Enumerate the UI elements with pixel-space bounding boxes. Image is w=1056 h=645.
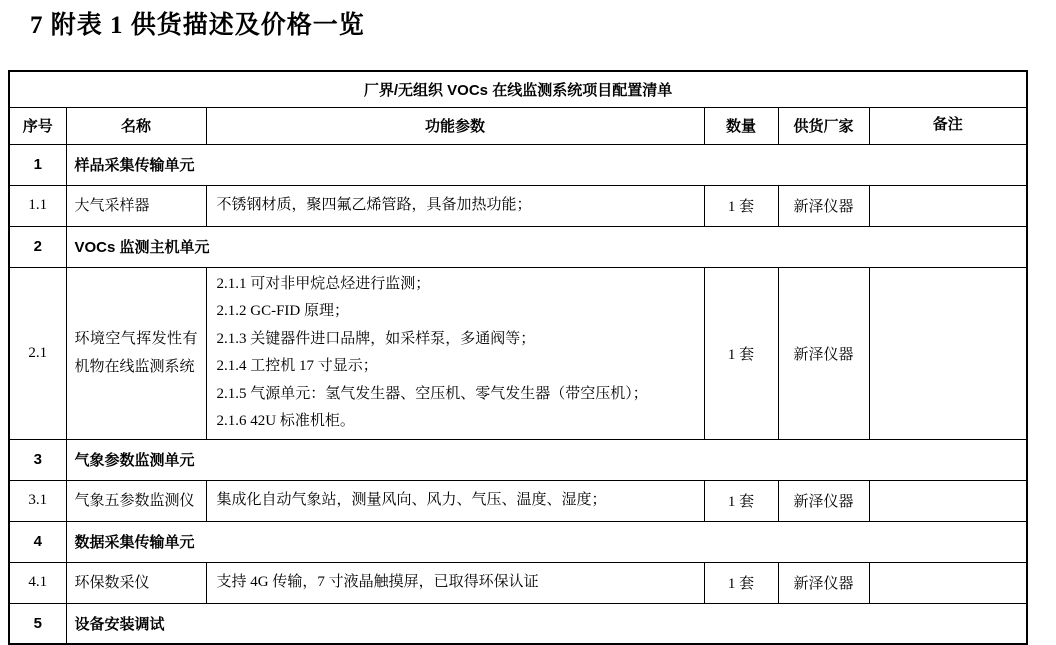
row-no-cell: 3 (9, 439, 66, 480)
row-supplier-cell: 新泽仪器 (778, 562, 869, 603)
row-name-cell: 气象五参数监测仪 (66, 480, 206, 521)
table-header-row (9, 107, 1027, 144)
item-row (9, 185, 1027, 226)
section-row (9, 439, 1027, 480)
config-table (8, 70, 1028, 645)
row-remark-cell (869, 267, 1027, 439)
section-name-cell: 数据采集传输单元 (66, 521, 1027, 562)
row-no-cell: 4 (9, 521, 66, 562)
row-params-cell (206, 480, 704, 521)
param-line: 2.1.2 GC-FID 原理； (216, 303, 350, 319)
row-remark-cell (869, 480, 1027, 521)
row-params-cell (206, 562, 704, 603)
table-caption: 厂界/无组织 VOCs 在线监测系统项目配置清单 (9, 71, 1027, 107)
table-caption-row (9, 71, 1027, 107)
section-row (9, 144, 1027, 185)
param-line: 2.1.4 工控机 17 寸显示； (216, 358, 378, 374)
row-supplier-cell: 新泽仪器 (778, 185, 869, 226)
row-no-cell: 1 (9, 144, 66, 185)
row-remark-cell (869, 562, 1027, 603)
param-line: 2.1.6 42U 标准机柜。 (216, 413, 355, 429)
row-qty-cell: 1 套 (704, 480, 778, 521)
param-line: 2.1.1 可对非甲烷总烃进行监测； (216, 275, 431, 292)
item-row (9, 267, 1027, 439)
item-row (9, 480, 1027, 521)
param-line: 不锈钢材质，聚四氟乙烯管路，具备加热功能； (216, 196, 532, 213)
row-no-cell: 2.1 (9, 267, 66, 439)
row-supplier-cell: 新泽仪器 (778, 480, 869, 521)
param-line: 支持 4G 传输，7 寸液晶触摸屏，已取得环保认证 (216, 573, 539, 590)
section-row (9, 226, 1027, 267)
row-name-cell: 大气采样器 (66, 185, 206, 226)
row-name-cell: 环保数采仪 (66, 562, 206, 603)
row-supplier-cell: 新泽仪器 (778, 267, 869, 439)
row-no-cell: 2 (9, 226, 66, 267)
param-line: 2.1.3 关键器件进口品牌，如采样泵，多通阀等； (216, 330, 536, 347)
section-name-cell: 设备安装调试 (66, 603, 1027, 644)
row-no-cell: 5 (9, 603, 66, 644)
section-name-cell: 样品采集传输单元 (66, 144, 1027, 185)
item-row (9, 562, 1027, 603)
row-qty-cell: 1 套 (704, 185, 778, 226)
row-remark-cell (869, 185, 1027, 226)
section-name-cell: 气象参数监测单元 (66, 439, 1027, 480)
section-name-cell: VOCs 监测主机单元 (66, 226, 1027, 267)
row-no-cell: 3.1 (9, 480, 66, 521)
row-qty-cell: 1 套 (704, 562, 778, 603)
row-params-cell (206, 185, 704, 226)
section-row (9, 603, 1027, 644)
row-params-cell (206, 267, 704, 439)
col-header-supplier: 供货厂家 (778, 107, 869, 144)
row-name-cell: 环境空气挥发性有机物在线监测系统 (66, 267, 206, 439)
table-body (9, 144, 1027, 644)
col-header-remark: 备注 (869, 107, 1027, 144)
col-header-name: 名称 (66, 107, 206, 144)
param-line: 2.1.5 气源单元：氢气发生器、空压机、零气发生器（带空压机）； (216, 385, 648, 402)
section-row (9, 521, 1027, 562)
col-header-params: 功能参数 (206, 107, 704, 144)
param-line: 集成化自动气象站，测量风向、风力、气压、温度、湿度； (216, 491, 607, 508)
col-header-qty: 数量 (704, 107, 778, 144)
row-no-cell: 4.1 (9, 562, 66, 603)
row-no-cell: 1.1 (9, 185, 66, 226)
col-header-no: 序号 (9, 107, 66, 144)
page-title: 7 附表 1 供货描述及价格一览 (30, 12, 365, 39)
row-qty-cell: 1 套 (704, 267, 778, 439)
